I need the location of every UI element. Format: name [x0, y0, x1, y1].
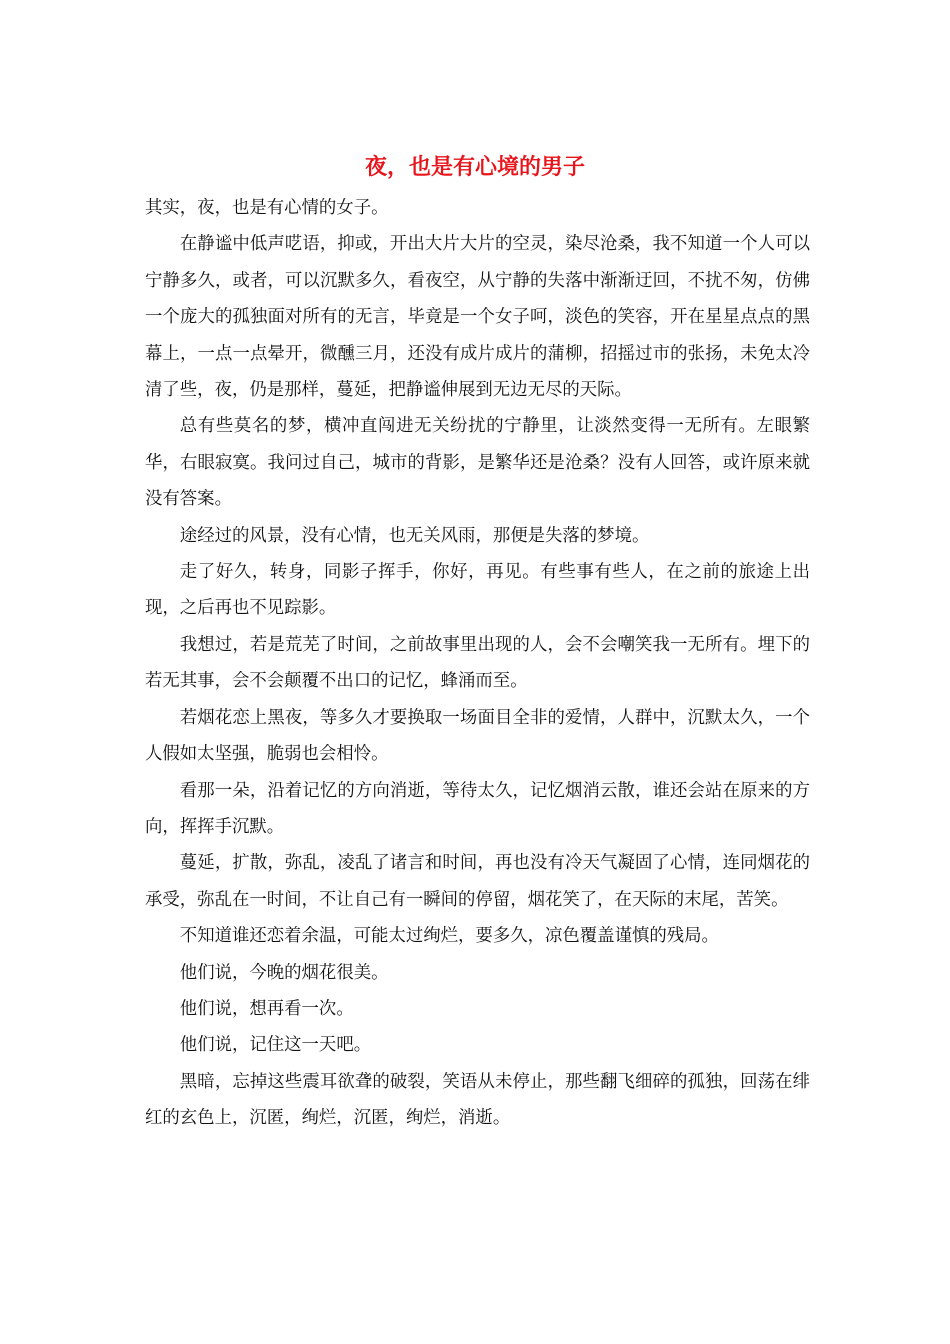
paragraph: 我想过，若是荒芜了时间，之前故事里出现的人，会不会嘲笑我一无所有。埋下的若无其事，会不会颠覆不出口的记忆，蜂涌而至。	[145, 634, 810, 692]
paragraph: 若烟花恋上黑夜，等多久才要换取一场面目全非的爱情，人群中，沉默太久，一个人假如太坚强，脆弱也会相怜。	[145, 707, 810, 765]
paragraph: 他们说，今晚的烟花很美。	[179, 962, 389, 983]
paragraph: 途经过的风景，没有心情，也无关风雨，那便是失落的梦境。	[179, 525, 650, 546]
article-title: 夜，也是有心境的男子	[364, 154, 585, 180]
paragraph: 他们说，记住这一天吧。	[179, 1035, 372, 1056]
paragraph: 蔓延，扩散，弥乱，凌乱了诸言和时间，再也没有冷天气凝固了心情，连同烟花的承受，弥乱在一时间，不让自己有一瞬间的停留，烟花笑了，在天际的末尾，苦笑。	[145, 853, 810, 910]
paragraph: 在静谧中低声呓语，抑或，开出大片大片的空灵，染尽沧桑，我不知道一个人可以宁静多久，或者，可以沉默多久，看夜空，从宁静的失落中渐渐迂回，不扰不匆，仿佛一个庞大的孤独面对所有的无言，毕竟是一个女子呵，淡色的笑容，开在星星点点的黑幕上，一点一点晕开，微醺三月，还没有成片成片的蒲柳，招摇过市的张扬，未免太冷清了些，夜，仍是那样，蔓延，把静谧伸展到无边无尽的天际。	[145, 234, 810, 401]
paragraph: 走了好久，转身，同影子挥手，你好，再见。有些事有些人，在之前的旅途上出现，之后再也不见踪影。	[145, 562, 810, 619]
paragraph: 总有些莫名的梦，横冲直闯进无关纷扰的宁静里，让淡然变得一无所有。左眼繁华，右眼寂寞。我问过自己，城市的背影，是繁华还是沧桑？没有人回答，或许原来就没有答案。	[145, 416, 810, 510]
paragraph: 不知道谁还恋着余温，可能太过绚烂，要多久，凉色覆盖谨慎的残局。	[179, 926, 719, 947]
paragraph: 其实，夜，也是有心情的女子。	[145, 198, 389, 218]
article-body	[145, 190, 810, 1137]
paragraph: 他们说，想再看一次。	[179, 998, 354, 1019]
paragraph: 黑暗，忘掉这些震耳欲聋的破裂，笑语从未停止，那些翻飞细碎的孤独，回荡在绯红的玄色上，沉匿，绚烂，沉匿，绚烂，消逝。	[145, 1071, 810, 1129]
paragraph: 看那一朵，沿着记忆的方向消逝，等待太久，记忆烟消云散，谁还会站在原来的方向，挥挥手沉默。	[145, 780, 810, 837]
